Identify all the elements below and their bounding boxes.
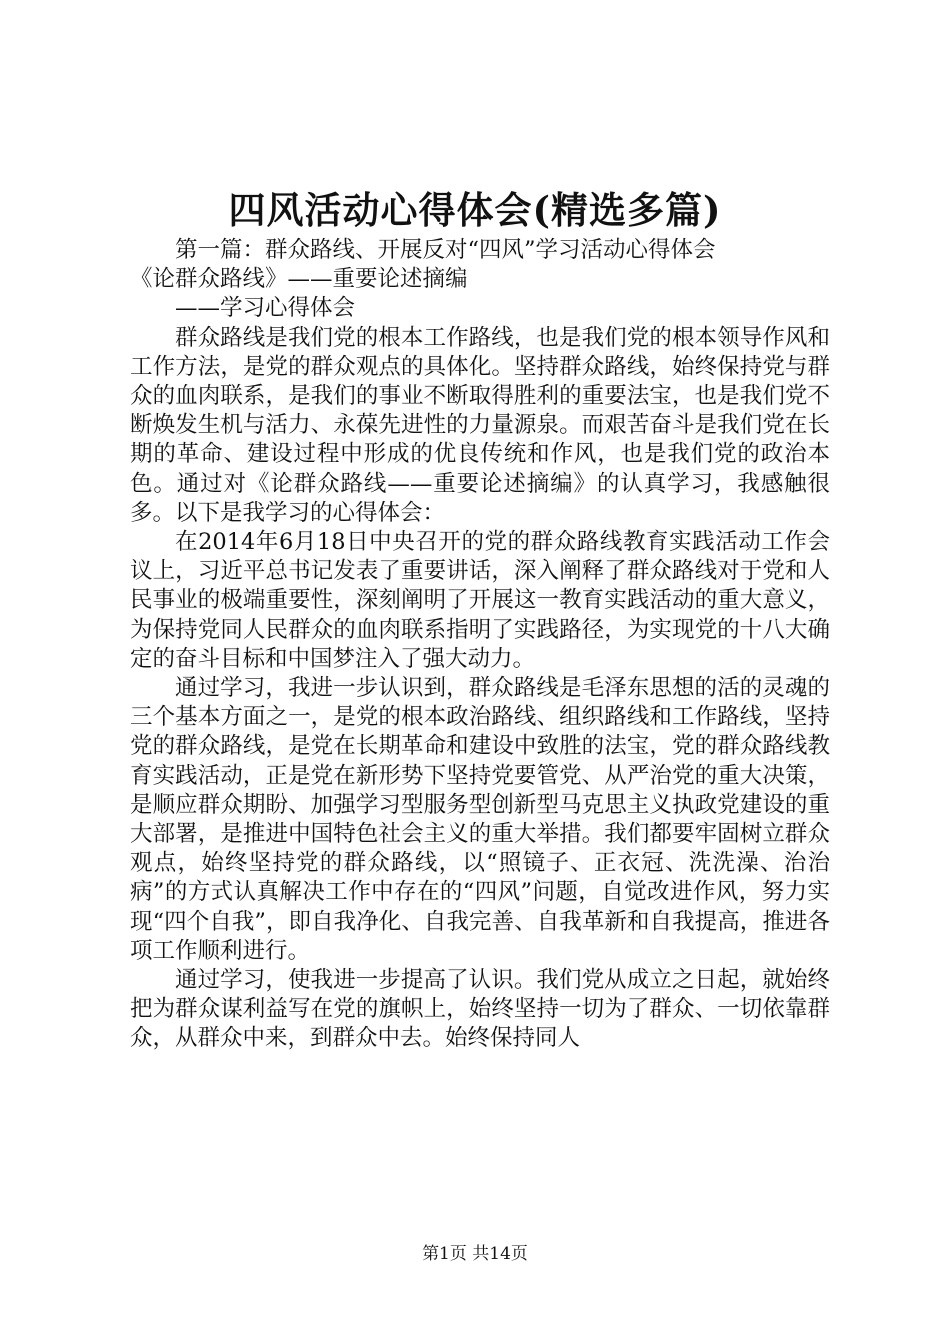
paragraph: 通过学习，我进一步认识到，群众路线是毛泽东思想的活的灵魂的三个基本方面之一，是党的根本政治路线、组织路线和工作路线，坚持党的群众路线，是党在长期革命和建设中致胜的法宝，党的群众路线教育实践活动，正是党在新形势下坚持党要管党、从严治党的重大决策，是顺应群众期盼、加强学习型服务型创新型马克思主义执政党建设的重大部署，是推进中国特色社会主义的重大举措。我们都要牢固树立群众观点，始终坚持党的群众路线，以“照镜子、正衣冠、洗洗澡、治治病”的方式认真解决工作中存在的“四风”问题，自觉改进作风，努力实现“四个自我”，即自我净化、自我完善、自我革新和自我提高，推进各项工作顺利进行。 [130,675,830,964]
section-subheading: 《论群众路线》——重要论述摘编 [130,266,468,293]
section-subtitle: ——学习心得体会 [175,295,356,322]
paragraph: 在2014年6月18日中央召开的党的群众路线教育实践活动工作会议上，习近平总书记发表了重要讲话，深入阐释了群众路线对于党和人民事业的极端重要性，深刻阐明了开展这一教育实践活动的重大意义，为保持党同人民群众的血肉联系指明了实践路径，为实现党的十八大确定的奋斗目标和中国梦注入了强大动力。 [130,529,830,672]
paragraph: 群众路线是我们党的根本工作路线，也是我们党的根本领导作风和工作方法，是党的群众观点的具体化。坚持群众路线，始终保持党与群众的血肉联系，是我们的事业不断取得胜利的重要法宝，也是我们党不断焕发生机与活力、永葆先进性的力量源泉。而艰苦奋斗是我们党在长期的革命、建设过程中形成的优良传统和作风，也是我们党的政治本色。通过对《论群众路线——重要论述摘编》的认真学习，我感触很多。以下是我学习的心得体会： [130,324,830,526]
section-heading: 第一篇：群众路线、开展反对“四风”学习活动心得体会 [175,237,716,263]
paragraph: 通过学习，使我进一步提高了认识。我们党从成立之日起，就始终把为群众谋利益写在党的旗帜上，始终坚持一切为了群众、一切依靠群众，从群众中来，到群众中去。始终保持同人 [130,967,830,1052]
document-body [130,236,830,1054]
page-footer: 第1页 共14页 [422,1244,528,1264]
document-title: 四风活动心得体会(精选多篇) [228,188,722,232]
